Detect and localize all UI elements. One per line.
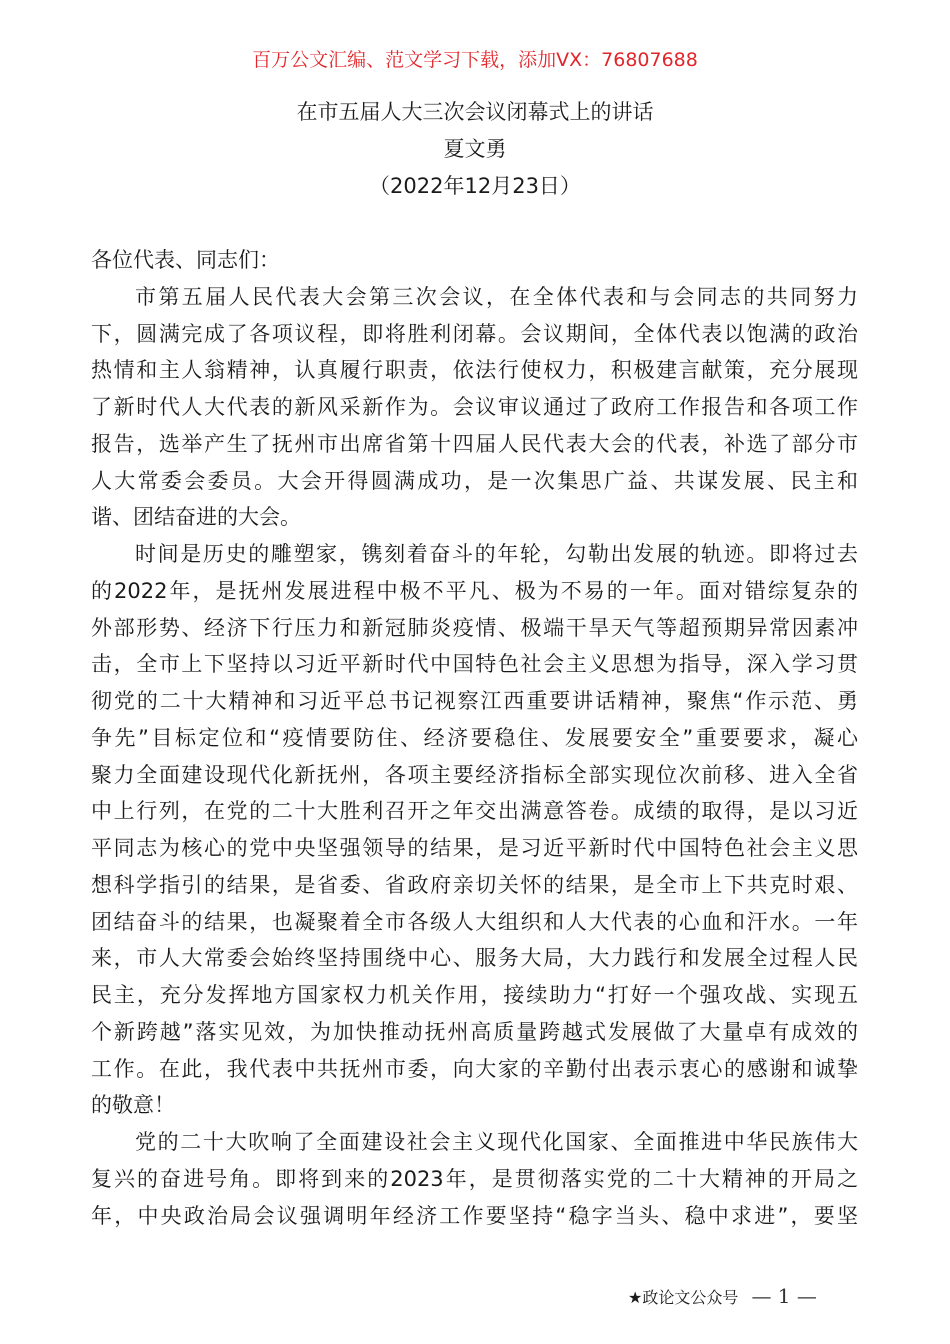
paragraphs	[91, 279, 858, 1235]
watermark-banner: 百万公文汇编、范文学习下载，添加VX：76807688	[252, 49, 698, 71]
text-line: 团结奋斗的结果，也凝聚着全市各级人大组织和人大代表的心血和汗水。一年	[91, 909, 858, 934]
text-line: 想科学指引的结果，是省委、省政府亲切关怀的结果，是全市上下共克时艰、	[91, 872, 858, 897]
text-line: 市第五届人民代表大会第三次会议，在全体代表和与会同志的共同努力	[135, 284, 858, 309]
footer-source: ★政论文公众号	[628, 1288, 739, 1307]
text-line: 个新跨越”落实见效，为加快推动抚州高质量跨越式发展做了大量卓有成效的	[91, 1019, 858, 1044]
text-line: 年，中央政治局会议强调明年经济工作要坚持“稳字当头、稳中求进”，要坚	[91, 1203, 858, 1228]
text-line: 的2022年，是抚州发展进程中极不平凡、极为不易的一年。面对错综复杂的	[91, 578, 858, 603]
text-line: 彻党的二十大精神和习近平总书记视察江西重要讲话精神，聚焦“作示范、勇	[91, 689, 858, 713]
text-line: 工作。在此，我代表中共抚州市委，向大家的辛勤付出表示衷心的感谢和诚挚	[91, 1056, 858, 1081]
text-line: 外部形势、经济下行压力和新冠肺炎疫情、极端干旱天气等超预期异常因素冲	[91, 615, 858, 640]
text-line: 热情和主人翁精神，认真履行职责，依法行使权力，积极建言献策，充分展现	[91, 358, 858, 383]
text-line: 时间是历史的雕塑家，镌刻着奋斗的年轮，勾勒出发展的轨迹。即将过去	[135, 542, 858, 566]
paragraph	[91, 1124, 858, 1234]
text-line: 下，圆满完成了各项议程，即将胜利闭幕。会议期间，全体代表以饱满的政治	[91, 321, 858, 346]
text-line: 来，市人大常委会始终坚持围绕中心、服务大局，大力践行和发展全过程人民	[91, 946, 858, 971]
greeting: 各位代表、同志们：	[91, 248, 280, 272]
page-footer	[628, 1282, 817, 1312]
text-line: 民主，充分发挥地方国家权力机关作用，接续助力“打好一个强攻战、实现五	[91, 983, 858, 1007]
text-line: 了新时代人大代表的新风采新作为。会议审议通过了政府工作报告和各项工作	[91, 395, 858, 419]
page-number: — 1 —	[751, 1284, 817, 1308]
text-line: 的敬意！	[91, 1093, 175, 1118]
text-line: 报告，选举产生了抚州市出席省第十四届人民代表大会的代表，补选了部分市	[91, 431, 858, 456]
document-author: 夏文勇	[443, 137, 507, 161]
text-line: 党的二十大吹响了全面建设社会主义现代化国家、全面推进中华民族伟大	[135, 1130, 858, 1154]
text-line: 平同志为核心的党中央坚强领导的结果，是习近平新时代中国特色社会主义思	[91, 836, 858, 860]
document-date: （2022年12月23日）	[369, 174, 581, 198]
paragraph	[91, 536, 858, 1124]
text-line: 中上行列，在党的二十大胜利召开之年交出满意答卷。成绩的取得，是以习近	[91, 799, 858, 824]
text-line: 复兴的奋进号角。即将到来的2023年，是贯彻落实党的二十大精神的开局之	[91, 1166, 858, 1191]
document-body	[91, 242, 858, 1234]
text-line: 谐、团结奋进的大会。	[91, 505, 301, 530]
paragraph	[91, 279, 858, 536]
text-line: 击，全市上下坚持以习近平新时代中国特色社会主义思想为指导，深入学习贯	[91, 652, 858, 677]
text-line: 聚力全面建设现代化新抚州，各项主要经济指标全部实现位次前移、进入全省	[91, 762, 858, 787]
text-line: 争先”目标定位和“疫情要防住、经济要稳住、发展要安全”重要要求，凝心	[91, 725, 858, 750]
document-title: 在市五届人大三次会议闭幕式上的讲话	[296, 100, 654, 124]
text-line: 人大常委会委员。大会开得圆满成功，是一次集思广益、共谋发展、民主和	[91, 468, 858, 493]
